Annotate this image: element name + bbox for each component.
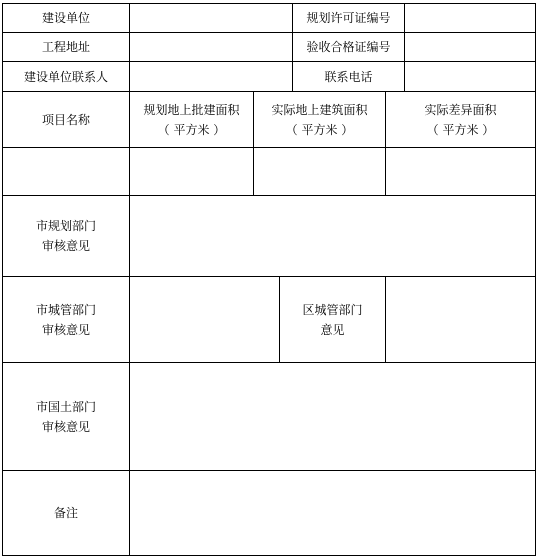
planned-area-header — [130, 92, 253, 147]
district-mgmt-label-line2: 意见 — [320, 322, 345, 337]
planning-permit-number-label: 规划许可证编号 — [306, 11, 391, 25]
land-dept-label-line2: 审核意见 — [41, 419, 90, 434]
unit-contact-person-label: 建设单位联系人 — [23, 69, 108, 84]
contact-phone-label: 联系电话 — [324, 69, 373, 84]
difference-area-header-title: 实际差异面积 — [424, 102, 497, 117]
planning-dept-label-line1: 市规划部门 — [35, 219, 96, 233]
actual-area-header — [254, 92, 385, 147]
project-address-field[interactable] — [130, 33, 292, 61]
district-mgmt-label-line1: 区城管部门 — [302, 302, 363, 317]
table-border-bottom — [2, 555, 536, 556]
project-name-header: 项目名称 — [41, 112, 90, 127]
land-dept-opinion-label — [3, 363, 129, 470]
land-dept-opinion-field[interactable] — [130, 363, 535, 470]
project-address-label: 工程地址 — [41, 40, 90, 54]
city-mgmt-label-line2: 审核意见 — [41, 322, 90, 337]
approval-form-table — [2, 3, 536, 556]
planned-area-field[interactable] — [130, 148, 253, 195]
planning-dept-label-line2: 审核意见 — [41, 239, 90, 253]
land-dept-label-line1: 市国土部门 — [35, 399, 96, 414]
project-name-field[interactable] — [3, 148, 129, 195]
construction-unit-label: 建设单位 — [41, 11, 90, 25]
acceptance-certificate-number-field[interactable] — [405, 33, 535, 61]
city-mgmt-opinion-label — [3, 277, 129, 362]
remarks-field[interactable] — [130, 471, 535, 555]
planning-permit-number-field[interactable] — [405, 4, 535, 32]
difference-area-field[interactable] — [386, 148, 535, 195]
planning-dept-opinion-label — [3, 196, 129, 276]
planning-dept-opinion-field[interactable] — [130, 196, 535, 276]
district-mgmt-opinion-field[interactable] — [386, 277, 535, 362]
difference-area-header-unit: （ 平方米 ） — [426, 122, 495, 137]
planned-area-header-title: 规划地上批建面积 — [143, 102, 240, 117]
difference-area-header — [386, 92, 535, 147]
planned-area-header-unit: （ 平方米 ） — [157, 122, 226, 137]
remarks-label: 备注 — [53, 506, 78, 520]
city-mgmt-label-line1: 市城管部门 — [35, 302, 96, 317]
actual-area-header-unit: （ 平方米 ） — [285, 122, 354, 137]
district-mgmt-opinion-label — [280, 277, 385, 362]
contact-phone-field[interactable] — [405, 62, 535, 91]
construction-unit-field[interactable] — [130, 4, 292, 32]
table-border-right — [535, 3, 536, 556]
acceptance-certificate-number-label: 验收合格证编号 — [306, 40, 391, 54]
unit-contact-person-field[interactable] — [130, 62, 292, 91]
actual-area-field[interactable] — [254, 148, 385, 195]
city-mgmt-opinion-field[interactable] — [130, 277, 279, 362]
actual-area-header-title: 实际地上建筑面积 — [271, 102, 368, 117]
